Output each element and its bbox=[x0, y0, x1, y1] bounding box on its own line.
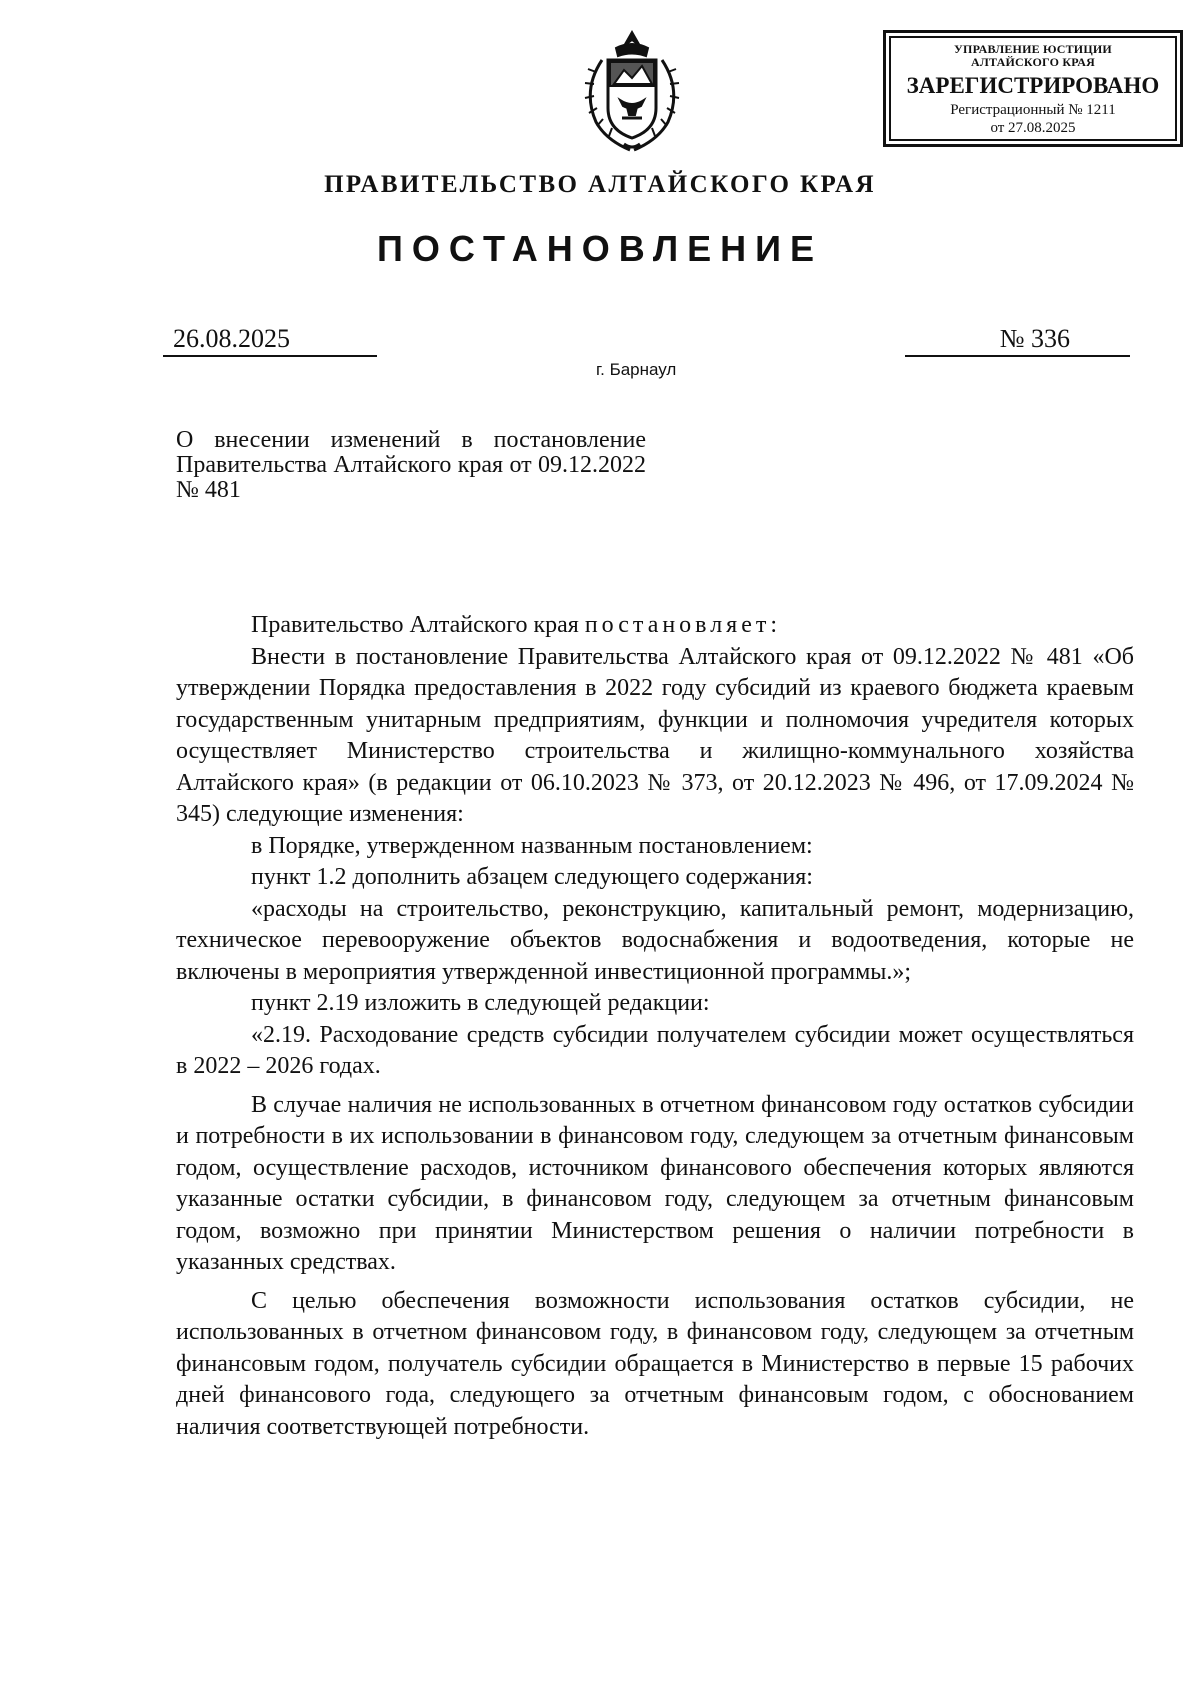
stamp-status: ЗАРЕГИСТРИРОВАНО bbox=[906, 73, 1160, 98]
paragraph-5: пункт 2.19 изложить в следующей редакции: bbox=[251, 990, 710, 1016]
document-number: № 336 bbox=[905, 323, 1130, 357]
stamp-reg-date: от 27.08.2025 bbox=[990, 120, 1076, 136]
paragraph-6: «2.19. Расходование средств субсидии получателем субсидии может осуществляться в 2022 – 2026 годах. bbox=[176, 1021, 1134, 1079]
coat-of-arms-icon bbox=[572, 30, 692, 155]
intro-tail: : bbox=[770, 612, 778, 638]
document-type: ПОСТАНОВЛЕНИЕ bbox=[377, 228, 823, 269]
paragraph-7: В случае наличия не использованных в отчетном финансовом году остатков субсидии и потребности в их использовании в финансовом году, следующем за отчетным финансовым годом, осуществление расходов, источником финансового обеспечения которых являются указанные остатки субсидии, в финансовом году, следующем за отчетным финансовым годом, возможно при принятии Министерством решения о наличии потребности в указанных средствах. bbox=[176, 1091, 1134, 1275]
paragraph-1: Внести в постановление Правительства Алтайского края от 09.12.2022 № 481 «Об утверждении Порядка предоставления в 2022 году субсидий из краевого бюджета краевым государственным унитарным предприятиям, функции и полномочия учредителя которых осуществляет Министерство строительства и жилищно-коммунального хозяйства Алтайского края» (в редакции от 06.10.2023 № 373, от 20.12.2023 № 496, от 17.09.2024 № 345) следующие изменения: bbox=[176, 643, 1134, 827]
paragraph-3: пункт 1.2 дополнить абзацем следующего содержания: bbox=[251, 864, 813, 890]
document-body bbox=[176, 610, 1134, 1443]
intro-lead: Правительство Алтайского края bbox=[251, 612, 585, 638]
document-subject: О внесении изменений в постановление Правительства Алтайского края от 09.12.2022 № 481 bbox=[176, 427, 646, 503]
document-date: 26.08.2025 bbox=[163, 323, 377, 357]
paragraph-2: в Порядке, утвержденном названным постановлением: bbox=[251, 832, 813, 859]
intro-paragraph bbox=[176, 610, 1134, 642]
registration-stamp bbox=[883, 30, 1183, 147]
paragraph-8: С целью обеспечения возможности использования остатков субсидии, не использованных в отчетном финансовом году, в финансовом году, следующем за отчетным финансовым годом, получатель субсидии обращается в Министерство в первые 15 рабочих дней финансового года, следующего за отчетным финансовым годом, с обоснованием наличия соответствующей потребности. bbox=[176, 1287, 1134, 1440]
paragraph-4: «расходы на строительство, реконструкцию, капитальный ремонт, модернизацию, техническое перевооружение объектов водоснабжения и водоотведения, которые не включены в мероприятия утвержденной инвестиционной программы.»; bbox=[176, 895, 1134, 985]
stamp-reg-number: Регистрационный № 1211 bbox=[950, 102, 1116, 118]
government-name: ПРАВИТЕЛЬСТВО АЛТАЙСКОГО КРАЯ bbox=[324, 171, 876, 198]
stamp-authority-line2: АЛТАЙСКОГО КРАЯ bbox=[971, 55, 1095, 69]
document-city: г. Барнаул bbox=[596, 360, 677, 379]
intro-verb: постановляет bbox=[584, 612, 771, 638]
stamp-frame bbox=[889, 36, 1177, 141]
stamp-authority-line1: УПРАВЛЕНИЕ ЮСТИЦИИ bbox=[954, 42, 1112, 56]
